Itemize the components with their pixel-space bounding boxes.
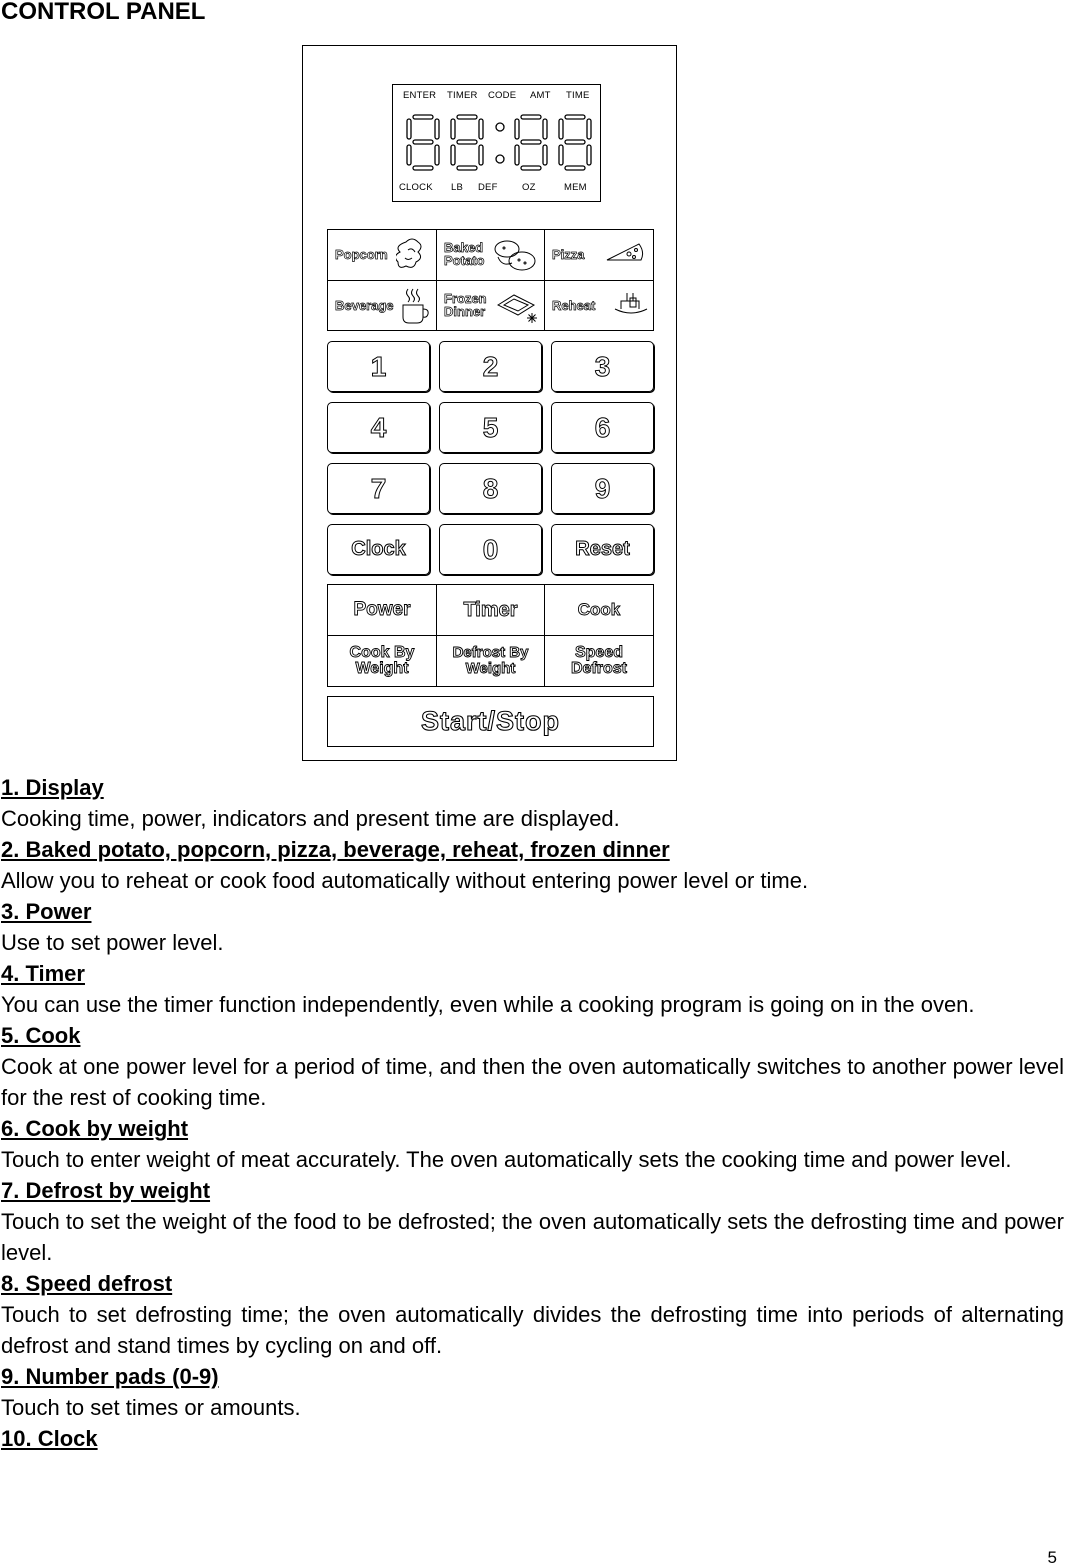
popcorn-icon [396, 236, 426, 274]
indicator-enter: ENTER [403, 90, 437, 101]
potato-icon [492, 235, 540, 275]
section-heading: 4. Timer [1, 961, 85, 986]
descriptions [1, 772, 1064, 1454]
indicator-clock: CLOCK [399, 182, 433, 193]
indicator-amt: AMT [530, 90, 551, 101]
section-body: Touch to set the weight of the food to be defrosted; the oven automatically sets the defrosting time and power level. [1, 1209, 1064, 1265]
reheat-icon [613, 289, 651, 319]
beverage-button[interactable] [328, 281, 436, 330]
cook-by-weight-button[interactable]: Cook By Weight [349, 644, 415, 677]
section-body: Cook at one power level for a period of time, and then the oven automatically switches to another power level for the rest of cooking time. [1, 1054, 1064, 1110]
section-cook [1, 1020, 1064, 1113]
number-pad-2[interactable]: 2 [439, 341, 542, 392]
beverage-label: Beverage [335, 298, 394, 313]
section-body: Use to set power level. [1, 930, 224, 955]
section-heading: 7. Defrost by weight [1, 1178, 211, 1203]
section-speed-defrost [1, 1268, 1064, 1361]
number-pad-7[interactable]: 7 [327, 463, 430, 514]
section-heading: 2. Baked potato, popcorn, pizza, beverage, reheat, frozen dinner [1, 837, 670, 862]
section-cook-by-weight [1, 1113, 1064, 1175]
beverage-icon [400, 287, 430, 325]
section-heading: 8. Speed defrost [1, 1271, 173, 1296]
speed-defrost-button[interactable]: Speed Defrost [570, 644, 627, 677]
section-body: Allow you to reheat or cook food automatically without entering power level or time. [1, 868, 809, 893]
pizza-label: Pizza [552, 247, 585, 262]
popcorn-button[interactable] [328, 230, 436, 280]
baked-potato-button[interactable] [437, 230, 544, 280]
page-number: 5 [1047, 1548, 1057, 1567]
section-power [1, 896, 1064, 958]
number-pad-6[interactable]: 6 [551, 402, 654, 453]
reheat-button[interactable] [545, 281, 653, 330]
section-heading: 9. Number pads (0-9) [1, 1364, 219, 1389]
baked-potato-label: Baked Potato [444, 240, 485, 268]
section-heading: 3. Power [1, 899, 92, 924]
section-auto-cook [1, 834, 1064, 896]
number-pad-4[interactable]: 4 [327, 402, 430, 453]
power-button[interactable]: Power [353, 599, 411, 620]
display [392, 84, 601, 202]
section-heading: 6. Cook by weight [1, 1116, 189, 1141]
number-pad-0[interactable]: 0 [439, 524, 542, 575]
section-body: Touch to set defrosting time; the oven automatically divides the defrosting time into periods of alternating defrost and stand times by cycling on and off. [1, 1302, 1064, 1358]
number-pad-5[interactable]: 5 [439, 402, 542, 453]
section-body: Touch to enter weight of meat accurately. The oven automatically sets the cooking time and power level. [1, 1147, 1012, 1172]
section-body: You can use the timer function independently, even while a cooking program is going on in the oven. [1, 992, 975, 1017]
section-body: Cooking time, power, indicators and present time are displayed. [1, 806, 620, 831]
start-stop-button[interactable]: Start/Stop [327, 696, 654, 747]
number-pad-1[interactable]: 1 [327, 341, 430, 392]
function-buttons [327, 584, 654, 687]
number-pad-9[interactable]: 9 [551, 463, 654, 514]
indicator-code: CODE [488, 90, 517, 101]
clock-button[interactable]: Clock [327, 524, 430, 575]
page-title: CONTROL PANEL [1, 0, 206, 25]
indicator-def: DEF [478, 182, 498, 193]
section-timer [1, 958, 1064, 1020]
section-defrost-by-weight [1, 1175, 1064, 1268]
section-heading: 10. Clock [1, 1426, 98, 1451]
cook-button[interactable]: Cook [577, 600, 621, 619]
reheat-label: Reheat [552, 298, 596, 313]
indicator-lb: LB [451, 182, 464, 193]
auto-cook-menu [327, 229, 654, 331]
popcorn-label: Popcorn [335, 247, 388, 262]
indicator-timer: TIMER [447, 90, 478, 101]
frozen-dinner-icon [494, 287, 540, 325]
section-clock [1, 1423, 1064, 1454]
number-pad-3[interactable]: 3 [551, 341, 654, 392]
frozen-dinner-label: Frozen Dinner [444, 291, 487, 319]
number-pad-8[interactable]: 8 [439, 463, 542, 514]
section-heading: 1. Display [1, 775, 104, 800]
defrost-by-weight-button[interactable]: Defrost By Weight [452, 644, 529, 677]
timer-button[interactable]: Timer [463, 599, 518, 621]
section-display [1, 772, 1064, 834]
frozen-dinner-button[interactable] [437, 281, 544, 330]
section-body: Touch to set times or amounts. [1, 1395, 301, 1420]
section-heading: 5. Cook [1, 1023, 81, 1048]
indicator-mem: MEM [564, 182, 587, 193]
reset-button[interactable]: Reset [551, 524, 654, 575]
pizza-button[interactable] [545, 230, 653, 280]
pizza-icon [603, 240, 645, 266]
control-panel-diagram [302, 45, 677, 761]
section-number-pads [1, 1361, 1064, 1423]
indicator-oz: OZ [522, 182, 536, 193]
indicator-time: TIME [566, 90, 590, 101]
